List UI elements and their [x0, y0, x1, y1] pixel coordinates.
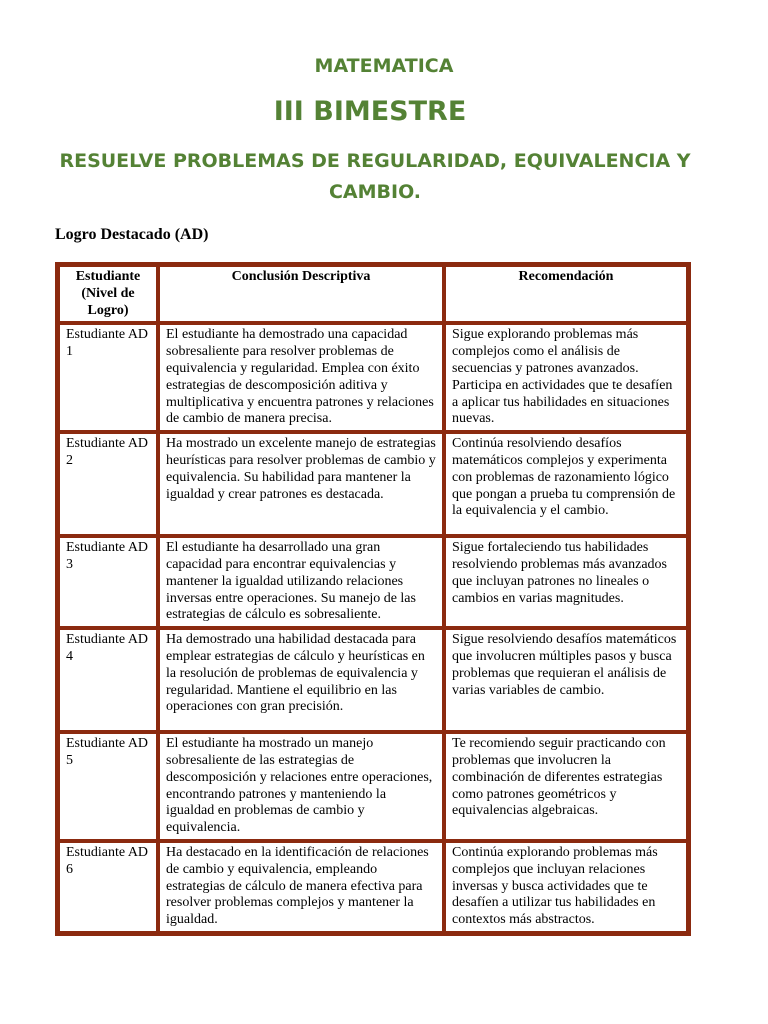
table-row	[58, 536, 688, 628]
student-cell: Estudiante AD 3	[58, 536, 158, 628]
conclusion-cell: El estudiante ha desarrollado una gran capacidad para encontrar equivalencias y mantener la igualdad utilizando relaciones inversas entre operaciones. Su manejo de las estrategias de cálculo es sobresaliente.	[158, 536, 444, 628]
period-heading: III BIMESTRE	[273, 96, 467, 127]
student-cell: Estudiante AD 1	[58, 323, 158, 432]
recommendation-cell: Te recomiendo seguir practicando con problemas que involucren la combinación de diferentes estrategias como patrones geométricos y equivalencias algebraicas.	[444, 732, 688, 841]
subject-heading: MATEMATICA	[314, 55, 454, 77]
conclusion-cell: El estudiante ha demostrado una capacidad sobresaliente para resolver problemas de equivalencia y regularidad. Emplea con éxito estrategias de descomposición aditiva y multiplicativa y encuentra patrones y relaciones de cambio de manera precisa.	[158, 323, 444, 432]
recommendation-cell: Sigue explorando problemas más complejos como el análisis de secuencias y patrones avanzados. Participa en actividades que te desafíen a aplicar tus habilidades en situaciones nuevas.	[444, 323, 688, 432]
student-cell: Estudiante AD 2	[58, 432, 158, 536]
conclusion-cell: Ha mostrado un excelente manejo de estrategias heurísticas para resolver problemas de cambio y equivalencia. Su habilidad para mantener la igualdad y crear patrones es destacada.	[158, 432, 444, 536]
table-row	[58, 628, 688, 732]
recommendation-cell: Sigue resolviendo desafíos matemáticos que involucren múltiples pasos y busca problemas que requieran el análisis de varias variables de cambio.	[444, 628, 688, 732]
student-cell: Estudiante AD 4	[58, 628, 158, 732]
table-row	[58, 432, 688, 536]
recommendation-cell: Sigue fortaleciendo tus habilidades resolviendo problemas más avanzados que incluyan patrones no lineales o cambios en varias magnitudes.	[444, 536, 688, 628]
competency-title: RESUELVE PROBLEMAS DE REGULARIDAD, EQUIVALENCIA Y CAMBIO.	[59, 150, 691, 203]
conclusion-cell: El estudiante ha mostrado un manejo sobresaliente de las estrategias de descomposición y relaciones entre operaciones, encontrando patrones y manteniendo la igualdad en problemas de cambio y equivalencia.	[158, 732, 444, 841]
recommendation-cell: Continúa explorando problemas más complejos que incluyan relaciones inversas y busca actividades que te desafíen a utilizar tus habilidades en contextos más abstractos.	[444, 841, 688, 933]
student-cell: Estudiante AD 6	[58, 841, 158, 933]
column-header-conclusion: Conclusión Descriptiva	[158, 265, 444, 323]
table-row	[58, 732, 688, 841]
section-label: Logro Destacado (AD)	[55, 226, 209, 243]
achievement-table	[55, 262, 691, 936]
recommendation-cell: Continúa resolviendo desafíos matemáticos complejos y experimenta con problemas de razonamiento lógico que pongan a prueba tu comprensión de la equivalencia y el cambio.	[444, 432, 688, 536]
student-cell: Estudiante AD 5	[58, 732, 158, 841]
table-header-row	[58, 265, 688, 323]
conclusion-cell: Ha destacado en la identificación de relaciones de cambio y equivalencia, empleando estrategias de cálculo de manera efectiva para resolver problemas complejos y mantener la igualdad.	[158, 841, 444, 933]
column-header-student: Estudiante (Nivel de Logro)	[58, 265, 158, 323]
column-header-recommendation: Recomendación	[444, 265, 688, 323]
conclusion-cell: Ha demostrado una habilidad destacada para emplear estrategias de cálculo y heurísticas en la resolución de problemas de equivalencia y regularidad. Mantiene el equilibrio en las operaciones con gran precisión.	[158, 628, 444, 732]
table-row	[58, 841, 688, 933]
table-row	[58, 323, 688, 432]
